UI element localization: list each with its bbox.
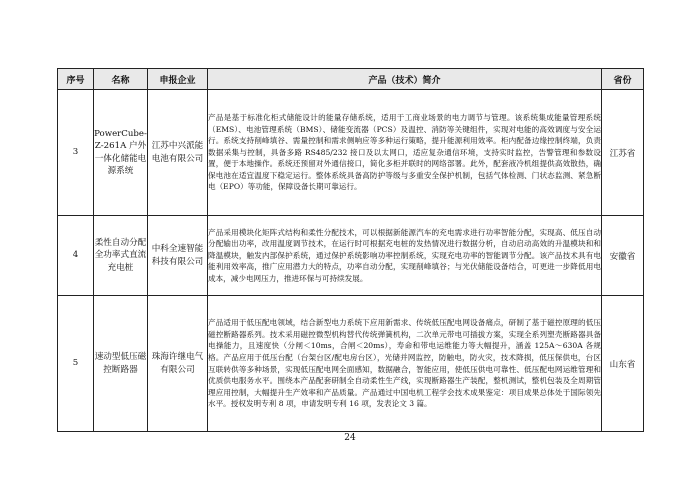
- header-no: 序号: [58, 69, 94, 90]
- company-name: 江苏中兴派能电池有限公司: [148, 90, 208, 216]
- product-name: 柔性自动分配全功率式直流充电桩: [94, 216, 148, 296]
- table-header-row: [58, 69, 644, 90]
- header-intro: 产品（技术）简介: [208, 69, 602, 90]
- product-name: 速动型低压磁控断路器: [94, 296, 148, 432]
- table-row: [58, 216, 644, 296]
- company-name: 中科全速智能科技有限公司: [148, 216, 208, 296]
- row-number: 4: [58, 216, 94, 296]
- product-intro: 产品采用模块化矩阵式结构和柔性分配技术，可以根据新能源汽车的充电需求进行功率智能分配，实现高、低压自动分配输出功率，改用温度调节技术，在运行时可根据充电桩的发热情况进行数据分析，自动启动高效的升温模块和和降温模块，触发内部保护系统，通过保护系统影响功率控制系统，实现充电功率的智能调节分配。该产品技术具有电能利用效率高，推广应用潜力大的特点，功率自动分配，实现削峰填谷；与光伏储能设备结合，可更进一步降低用电成本，减少电网压力，推进环保与可持续发展。: [208, 216, 602, 296]
- header-company: 申报企业: [148, 69, 208, 90]
- row-number: 5: [58, 296, 94, 432]
- product-table: [57, 68, 644, 432]
- province: 安徽省: [602, 216, 644, 296]
- province: 江苏省: [602, 90, 644, 216]
- page-number: 24: [344, 433, 356, 443]
- product-name: PowerCube-Z-261A 户外一体化储能电源系统: [94, 90, 148, 216]
- product-intro: 产品适用于低压配电领域，结合新型电力系统下应用新需求、传统低压配电网设备痛点，研制了基于磁控原理的低压磁控断路器系列。技术采用磁控微型机构替代传统弹簧机构，二次单元带电可插拔方案，实现全系列塑壳断路器具备电操能力，且速度快（分闸＜10ms，合闸＜20ms），寿命和带电运维能力等大幅提升，涵盖 125A～630A 各规格。产品应用于低压台配（台架台区/配电房台区），光储并网监控，防触电，防火灾，技术降损，低压保供电，台区互联转供等多种场景，实现低压配电网全面感知，数据融合，智能应用，使低压供电可靠性、低压配电网运维管理和优质供电服务水平。围绕本产品配套研制全自动柔性生产线，实现断路器生产装配，整机测试，整机包装及全周期管理应用控制，大幅提升生产效率和产品质量。产品通过中国电机工程学会技术成果鉴定：项目成果总体处于国际领先水平。授权发明专利 8 项，申请发明专利 16 项，发表论文 3 篇。: [208, 296, 602, 432]
- header-province: 省份: [602, 69, 644, 90]
- product-intro: 产品是基于标准化柜式储能设计的能量存储系统，适用于工商业场景的电力调节与管理。该系统集成能量管理系统（EMS）、电池管理系统（BMS）、储能变流器（PCS）及温控、消防等关键组件，实现对电能的高效调度与安全运行。系统支持削峰填谷、需量控制和需求侧响应等多种运行策略，提升能源利用效率。柜内配备边缘控制终端，负责数据采集与控制，具备多路 RS485/232 接口及以太网口，适应复杂通信环境，支持实时监控，告警管理和参数设置，便于本地操作。系统还预留对外通信接口，简化多柜并联时的网络部署。此外，配套液冷机组提供高效散热，确保电池在适宜温度下稳定运行。整体系统具备高防护等级与多重安全保护机制，包括气体检测、门状态监测、紧急断电（EPO）等功能，保障设备长期可靠运行。: [208, 90, 602, 216]
- table-row: [58, 296, 644, 432]
- company-name: 珠海许继电气有限公司: [148, 296, 208, 432]
- row-number: 3: [58, 90, 94, 216]
- province: 山东省: [602, 296, 644, 432]
- header-name: 名称: [94, 69, 148, 90]
- table-row: [58, 90, 644, 216]
